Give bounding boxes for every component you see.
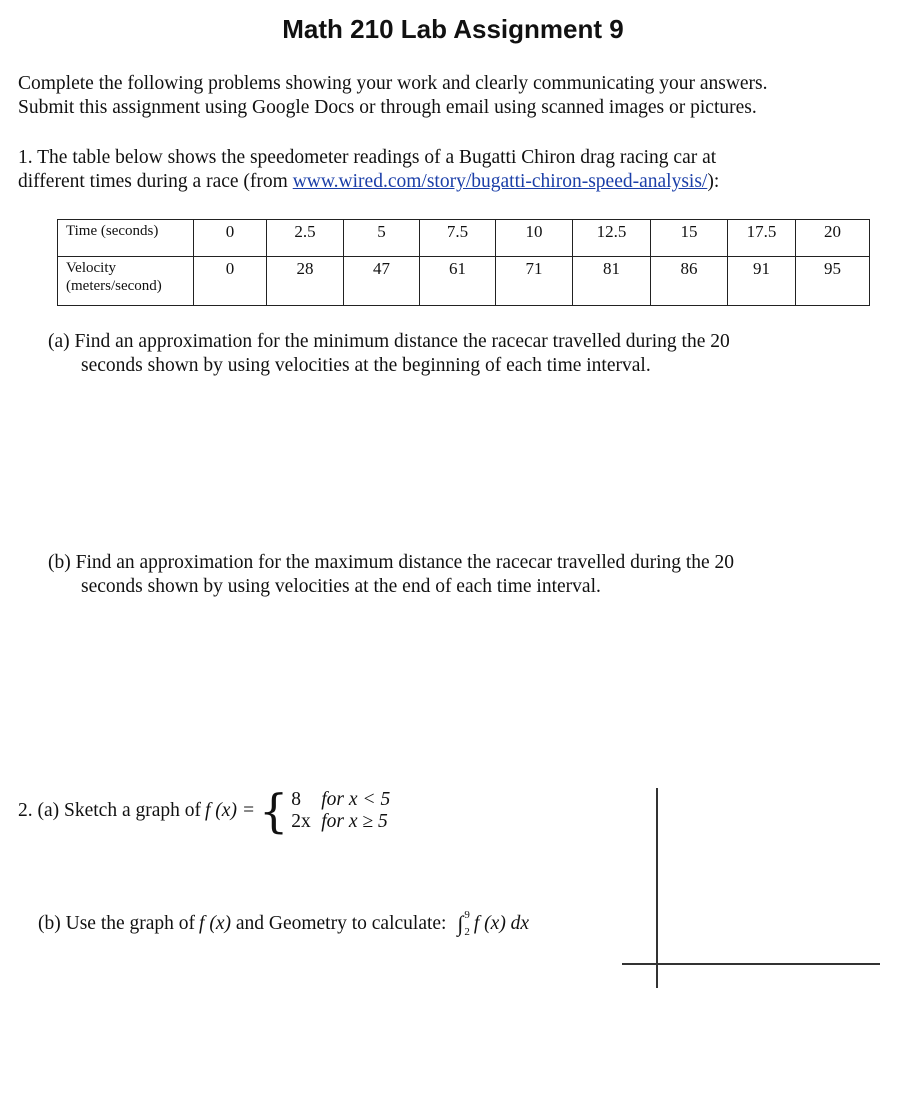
problem-1-line-2-prefix: different times during a race (from (18, 171, 293, 192)
integral-limits (464, 910, 470, 938)
time-cell: 12.5 (573, 220, 651, 257)
case-2-condition: for x ≥ 5 (321, 811, 388, 832)
case-2-value: 2x (291, 811, 311, 832)
problem-1-line-2 (18, 170, 888, 194)
integrand: f (x) dx (473, 913, 530, 934)
velocity-cell: 81 (573, 257, 651, 306)
source-link[interactable]: www.wired.com/story/bugatti-chiron-speed-analysis/ (292, 171, 708, 192)
velocity-cell: 47 (344, 257, 420, 306)
velocity-header-line-2: (meters/second) (66, 278, 162, 294)
time-cell: 17.5 (728, 220, 796, 257)
problem-2a (18, 784, 391, 838)
time-cell: 5 (344, 220, 420, 257)
problem-1b (48, 551, 868, 599)
velocity-cell: 86 (651, 257, 728, 306)
instructions-line-1: Complete the following problems showing your work and clearly communicating your answers. (18, 73, 768, 94)
velocity-header-line-1: Velocity (66, 260, 116, 276)
velocity-row (58, 257, 870, 306)
time-row (58, 220, 870, 257)
velocity-cell: 71 (496, 257, 573, 306)
integral-symbol: ∫ (457, 911, 464, 936)
problem-2b-prefix: (b) Use the graph of (38, 913, 196, 934)
velocity-cell: 91 (728, 257, 796, 306)
integral-upper-limit: 9 (464, 909, 470, 921)
time-cell: 15 (651, 220, 728, 257)
brace-symbol: { (258, 784, 289, 838)
time-header: Time (seconds) (58, 220, 194, 257)
problem-1a-line-1: (a) Find an approximation for the minimum distance the racecar travelled during the 20 (48, 331, 730, 352)
velocity-cell: 0 (194, 257, 267, 306)
piecewise-cases (291, 789, 390, 833)
problem-2b (38, 910, 529, 938)
problem-2b-function: f (x) (199, 913, 231, 934)
case-2 (291, 811, 390, 833)
problem-1-line-2-suffix: ): (707, 171, 720, 192)
velocity-cell: 95 (796, 257, 870, 306)
problem-2b-middle: and Geometry to calculate: (230, 913, 452, 934)
problem-2a-prefix: 2. (a) Sketch a graph of (18, 800, 202, 821)
case-1 (291, 789, 390, 811)
speed-table (57, 219, 870, 306)
case-1-value: 8 (291, 789, 302, 810)
case-1-condition: for x < 5 (321, 789, 391, 810)
instructions-line-2: Submit this assignment using Google Docs or through email using scanned images or pictures. (18, 97, 757, 118)
function-label: f (x) = (205, 800, 255, 821)
integral-lower-limit: 2 (464, 926, 470, 938)
instructions (18, 72, 888, 120)
time-cell: 10 (496, 220, 573, 257)
problem-1-line-1: 1. The table below shows the speedometer readings of a Bugatti Chiron drag racing car at (18, 147, 717, 168)
velocity-cell: 28 (267, 257, 344, 306)
problem-1b-line-2: seconds shown by using velocities at the end of each time interval. (81, 576, 601, 597)
time-cell: 2.5 (267, 220, 344, 257)
velocity-header (58, 257, 194, 306)
problem-1a (48, 330, 868, 378)
time-cell: 0 (194, 220, 267, 257)
graph-y-axis (656, 788, 658, 988)
page-title: Math 210 Lab Assignment 9 (282, 14, 624, 44)
graph-x-axis (622, 963, 880, 965)
integral (457, 910, 470, 938)
problem-1b-line-1: (b) Find an approximation for the maximum distance the racecar travelled during the 20 (48, 552, 735, 573)
velocity-cell: 61 (420, 257, 496, 306)
time-cell: 7.5 (420, 220, 496, 257)
problem-1-statement (18, 146, 888, 194)
problem-1a-line-2: seconds shown by using velocities at the beginning of each time interval. (81, 355, 651, 376)
time-cell: 20 (796, 220, 870, 257)
